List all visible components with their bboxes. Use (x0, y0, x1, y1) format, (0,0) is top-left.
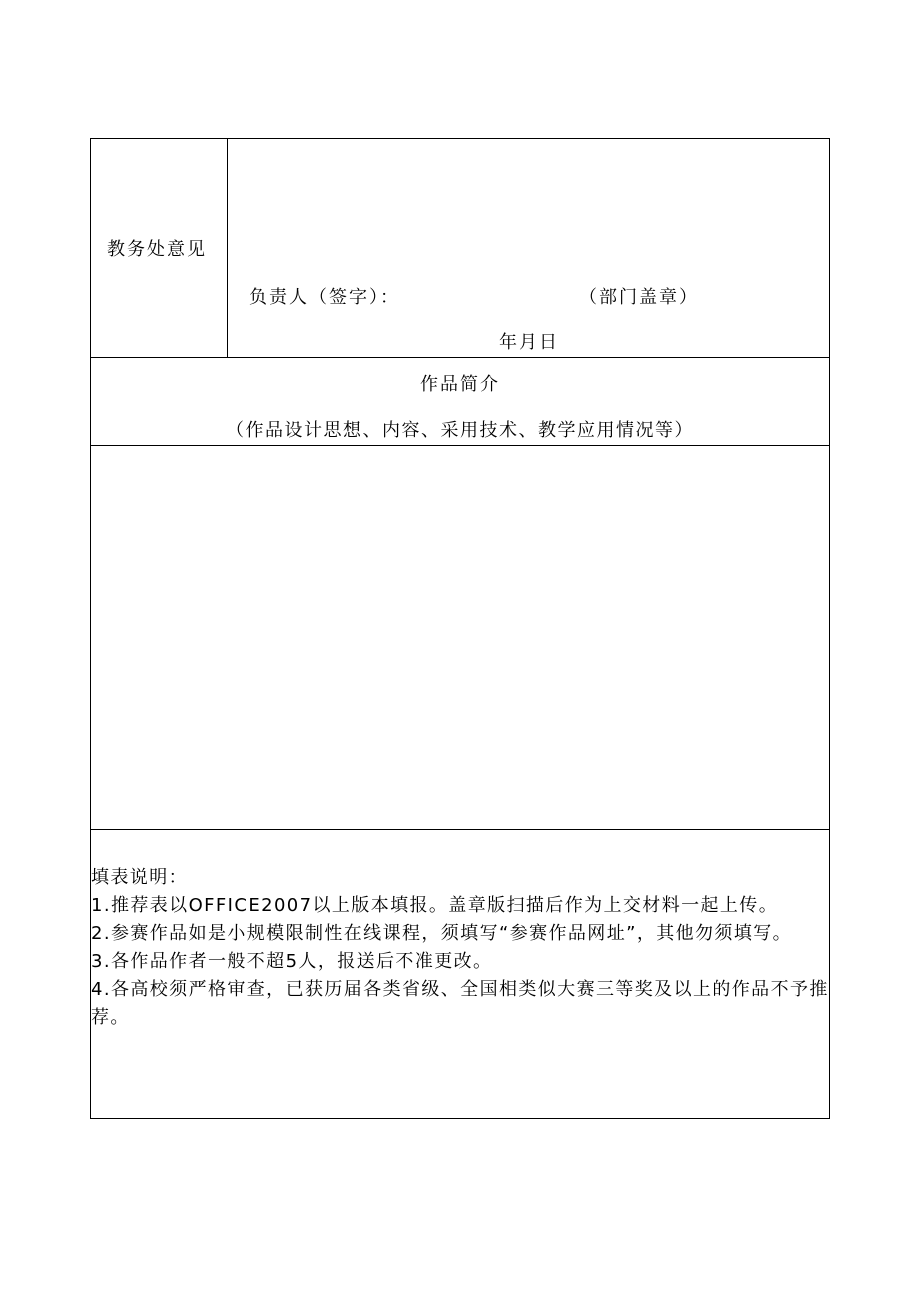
instruction-item: 4.各高校须严格审查，已获历届各类省级、全国相类似大赛三等奖及以上的作品不予推荐。 (91, 979, 829, 1028)
instruction-item: 1.推荐表以OFFICE2007以上版本填报。盖章版扫描后作为上交材料一起上传。 (91, 895, 779, 916)
intro-subtitle: （作品设计思想、内容、采用技术、教学应用情况等） (226, 420, 694, 441)
row-divider-approval (91, 357, 829, 358)
filling-instructions (91, 864, 829, 1032)
approval-label: 教务处意见 (107, 239, 207, 260)
recommendation-form-table (90, 138, 830, 1119)
date-label: 年月日 (499, 332, 559, 353)
instruction-item: 2.参赛作品如是小规模限制性在线课程，须填写“参赛作品网址”，其他勿须填写。 (91, 923, 793, 944)
intro-title: 作品简介 (420, 374, 500, 395)
instructions-heading: 填表说明： (91, 867, 188, 888)
row-divider-intro-body (91, 829, 829, 830)
approval-column-divider (227, 139, 228, 357)
signature-field-label: 负责人（签字）： (249, 287, 400, 308)
department-stamp-label: （部门盖章） (579, 287, 699, 308)
intro-content-area[interactable] (91, 446, 829, 829)
instruction-item: 3.各作品作者一般不超5人，报送后不准更改。 (91, 951, 493, 972)
